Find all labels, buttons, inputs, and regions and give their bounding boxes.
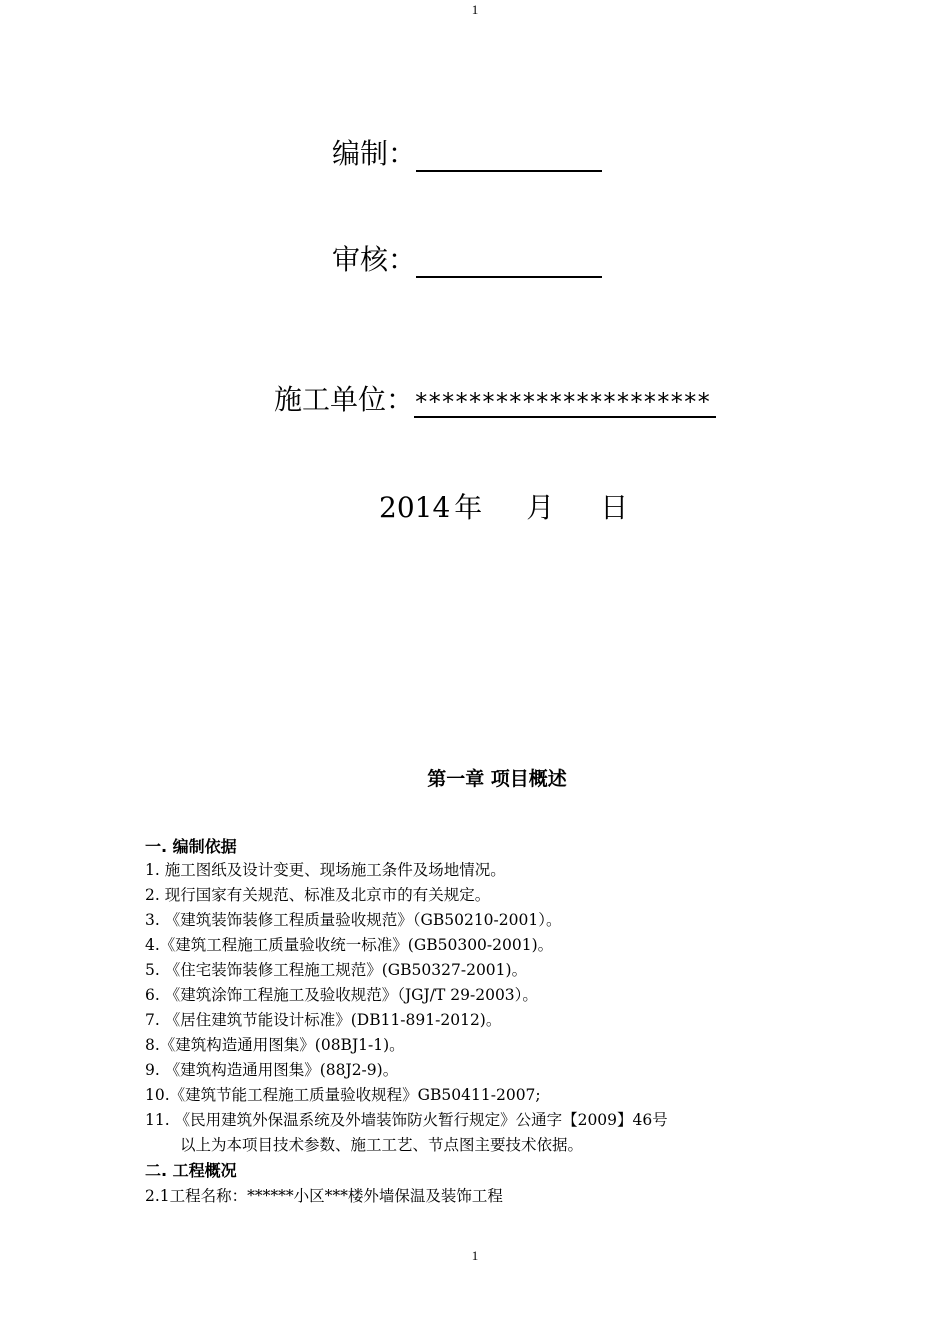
date-year-unit: 年 [454,491,483,524]
basis-item: 2. 现行国家有关规范、标准及北京市的有关规定。 [145,886,491,904]
basis-item: 5. 《住宅装饰装修工程施工规范》(GB50327-2001)。 [145,961,528,979]
compiled-by-blank-line [416,142,602,172]
basis-note: 以上为本项目技术参数、施工工艺、节点图主要技术依据。 [180,1136,584,1154]
chapter-title: 第一章 项目概述 [427,768,567,790]
project-name: 2.1工程名称：******小区***楼外墙保温及装饰工程 [145,1187,503,1205]
construction-unit-field [274,378,716,418]
page-number-top: 1 [471,2,479,17]
construction-unit-value: ********************** [414,388,716,418]
compiled-by-label: 编制： [332,137,417,170]
basis-item: 10.《建筑节能工程施工质量验收规程》GB50411-2007; [145,1086,541,1104]
document-date [379,486,628,526]
basis-item: 1. 施工图纸及设计变更、现场施工条件及场地情况。 [145,861,506,879]
basis-item: 8.《建筑构造通用图集》(08BJ1-1)。 [145,1036,405,1054]
compiled-by-field [332,132,602,172]
basis-item: 11. 《民用建筑外保温系统及外墙装饰防火暂行规定》公通字【2009】46号 [145,1111,668,1129]
page-number-bottom: 1 [471,1248,479,1263]
reviewed-by-field [332,238,602,278]
section-heading-basis: 一. 编制依据 [145,837,237,856]
construction-unit-label: 施工单位： [274,383,415,416]
basis-item: 4.《建筑工程施工质量验收统一标准》(GB50300-2001)。 [145,936,554,954]
section-heading-overview: 二. 工程概况 [145,1161,237,1180]
reviewed-by-label: 审核： [332,243,417,276]
basis-item: 7. 《居住建筑节能设计标准》(DB11-891-2012)。 [145,1011,502,1029]
reviewed-by-blank-line [416,248,602,278]
basis-item: 6. 《建筑涂饰工程施工及验收规范》（JGJ/T 29-2003）。 [145,986,538,1004]
date-month-unit: 月 [526,491,555,524]
basis-list [145,858,668,1158]
basis-item: 3. 《建筑装饰装修工程质量验收规范》（GB50210-2001）。 [145,911,562,929]
date-day-unit: 日 [600,491,629,524]
date-year: 2014 [379,491,451,524]
basis-item: 9. 《建筑构造通用图集》(88J2-9)。 [145,1061,399,1079]
